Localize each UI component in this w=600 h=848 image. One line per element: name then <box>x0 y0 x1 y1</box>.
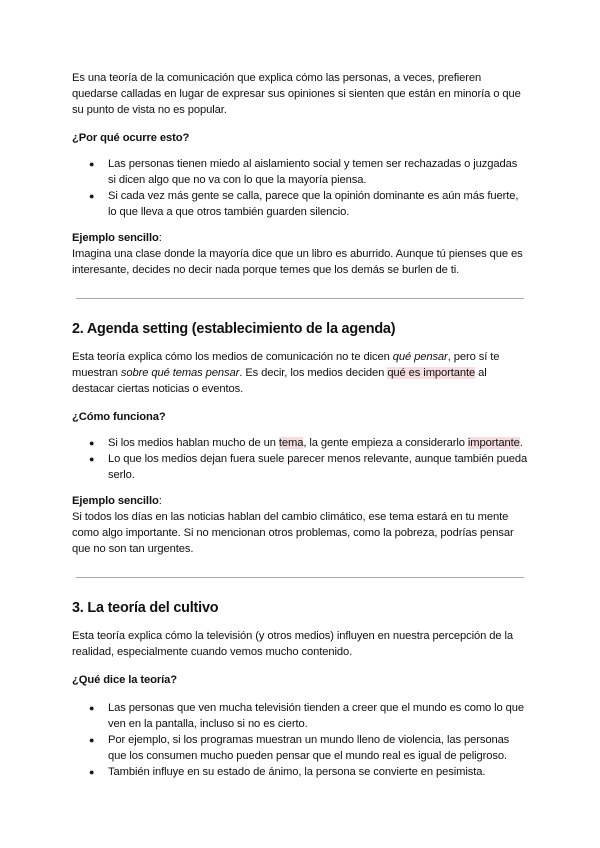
list-item: ● Si los medios hablan mucho de un tema, la gente empieza a considerarlo importante. <box>89 437 523 449</box>
bullet-icon: ● <box>89 767 95 777</box>
list-item: ● Por ejemplo, si los programas muestran un mundo lleno de violencia, las personas que los consumen mucho pueden pensar que el mundo real es igual de peligroso. <box>89 734 510 762</box>
bullet-icon: ● <box>89 703 95 713</box>
list-item: ● También influye en su estado de ánimo, la persona se convierte en pesimista. <box>89 766 486 778</box>
bullet-icon: ● <box>89 191 95 201</box>
section1-bullet-list <box>72 156 528 220</box>
bullet-icon: ● <box>89 438 95 448</box>
highlight: qué es importante <box>387 367 476 379</box>
section2-bullet-list <box>72 435 528 483</box>
section1-intro: Es una teoría de la comunicación que explica cómo las personas, a veces, prefieren quedarse calladas en lugar de expresar sus opiniones si sienten que están en minoría o que su punto de vista no es popular. <box>72 72 521 116</box>
bullet-icon: ● <box>89 454 95 464</box>
section1-example-heading: Ejemplo sencillo: <box>72 232 162 244</box>
list-item: ● Las personas que ven mucha televisión tienden a creer que el mundo es como lo que ven en la pantalla, incluso si no es cierto. <box>89 702 525 730</box>
section3-title: 3. La teoría del cultivo <box>72 600 219 616</box>
section3-bullet-list <box>72 700 528 780</box>
document-page <box>72 70 528 780</box>
list-item: ● Si cada vez más gente se calla, parece que la opinión dominante es aún más fuerte, lo que lleva a que otros también guarden silencio. <box>89 190 519 218</box>
highlight: importante <box>467 437 520 449</box>
section3-intro: Esta teoría explica cómo la televisión (y otros medios) influyen en nuestra percepción de la realidad, especialmente cuando vemos mucho contenido. <box>72 630 514 658</box>
list-item: ● Las personas tienen miedo al aislamiento social y temen ser rechazadas o juzgadas si dicen algo que no va con lo que la mayoría piensa. <box>89 158 518 186</box>
section2-question: ¿Cómo funciona? <box>72 411 166 423</box>
section1-example-text: Imagina una clase donde la mayoría dice que un libro es aburrido. Aunque tú pienses que es interesante, decides no decir nada porque temes que los demás se burlen de ti. <box>72 248 523 276</box>
bullet-icon: ● <box>89 735 95 745</box>
section2-example-text: Si todos los días en las noticias hablan del cambio climático, ese tema estará en tu mente como algo importante. Si no mencionan otros problemas, como la pobreza, podrías pensar que no son tan urgentes. <box>72 511 514 555</box>
list-item: ● Lo que los medios dejan fuera suele parecer menos relevante, aunque también pueda serlo. <box>89 453 528 481</box>
section1-question: ¿Por qué ocurre esto? <box>72 132 190 144</box>
section2-example-heading: Ejemplo sencillo: <box>72 495 162 507</box>
section3-question: ¿Qué dice la teoría? <box>72 674 177 686</box>
section2-title: 2. Agenda setting (establecimiento de la agenda) <box>72 321 396 337</box>
section2-intro: Esta teoría explica cómo los medios de comunicación no te dicen qué pensar, pero sí te muestran sobre qué temas pensar. Es decir, los medios deciden qué es importante al destacar ciertas noticias o eventos. <box>72 351 500 395</box>
highlight: tema <box>278 437 304 449</box>
bullet-icon: ● <box>89 159 95 169</box>
